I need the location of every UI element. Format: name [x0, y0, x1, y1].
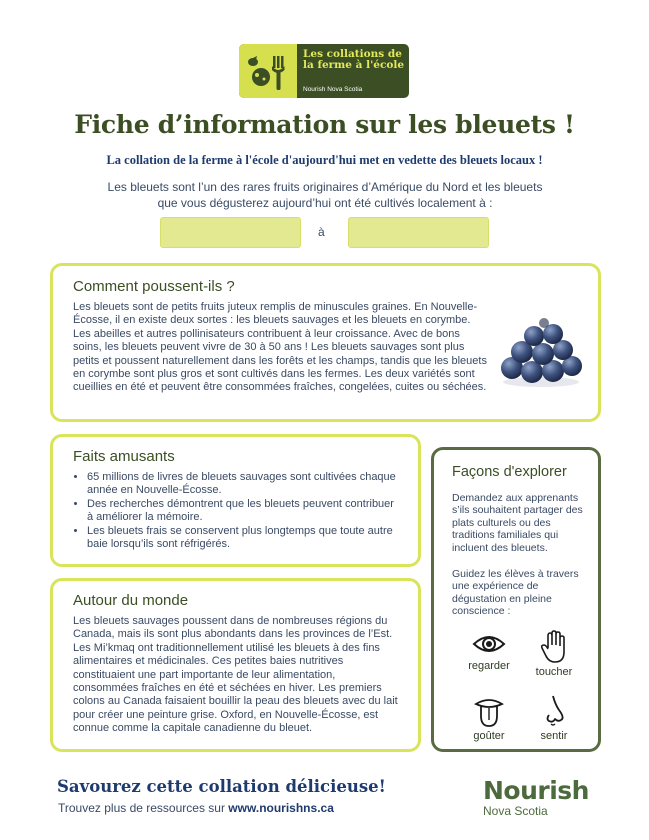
tongue-icon [474, 694, 504, 728]
nourish-brand-subtitle: Nova Scotia [483, 804, 548, 818]
ways-to-explore-heading: Façons d'explorer [452, 464, 567, 480]
fork-and-vegetables-icon [239, 44, 297, 98]
fun-facts-heading: Faits amusants [73, 448, 175, 465]
logo-subtitle: Nourish Nova Scotia [303, 86, 363, 93]
sense-smell-label: sentir [540, 730, 568, 742]
intro-text: Les bleuets sont l’un des rares fruits originaires d’Amérique du Nord et les bleuets que vous dégusterez aujourd’hui ont été cultivés localement à : [107, 180, 543, 210]
page-title: Fiche d’information sur les bleuets ! [74, 110, 575, 139]
around-the-world-card [50, 578, 421, 752]
nourish-brand-name: Nourish [483, 776, 589, 805]
logo-title: Les collations de la ferme à l'école [303, 48, 405, 71]
how-they-grow-card [50, 263, 601, 422]
list-item: • Les bleuets frais se conservent plus longtemps que toute autre baie lorsqu’ils sont réfrigérés. [87, 525, 400, 552]
blueberries-image [498, 318, 584, 388]
eye-icon [472, 630, 506, 658]
sense-look-label: regarder [468, 660, 510, 672]
sense-look [454, 630, 524, 672]
footer-website-link[interactable]: www.nourishns.ca [228, 801, 334, 815]
around-the-world-heading: Autour du monde [73, 592, 189, 609]
sense-taste [454, 694, 524, 742]
logo-emblem [239, 44, 297, 98]
how-they-grow-heading: Comment poussent-ils ? [73, 278, 235, 295]
hand-icon [540, 630, 568, 664]
mindful-tasting-text: Guidez les élèves à travers une expérience de dégustation en pleine conscience : [452, 568, 579, 618]
farm-location-field[interactable] [348, 217, 489, 248]
fun-facts-card [50, 434, 421, 567]
farm-name-field[interactable] [160, 217, 301, 248]
list-item: • Des recherches démontrent que les bleuets peuvent contribuer à améliorer la mémoire. [87, 498, 400, 525]
sense-smell [519, 694, 589, 742]
fun-facts-list [73, 471, 400, 551]
how-they-grow-text: Les bleuets sont de petits fruits juteux remplis de minuscules graines. En Nouvelle-Écosse, il en existe deux sortes : les bleuets sauvages et les bleuets en corymbe. Les abeilles et autres pollinisateurs contribuent à leur croissance. Avec de bons soins, les bleuets peuvent vivre de 30 à 50 ans ! Les bleuets sauvages sont plus petits et poussent naturellement dans les forêts et les champs, tandis que les bleuets en corymbe sont plus gros et sont cultivés dans les fermes. Les deux variétés sont cueillies en été et peuvent être consommées fraîches, congelées, cuites ou séchées. [73, 301, 487, 394]
farm-to-school-logo [239, 44, 409, 98]
footer-resources [58, 801, 334, 815]
sense-touch [519, 630, 589, 678]
around-the-world-text: Les bleuets sauvages poussent dans de nombreuses régions du Canada, mais ils sont plus abondants dans les provinces de l’Est. Les Mi’kmaq ont traditionnellement utilisé les bleuets à des fins alimentaires et médicinales. Ces petites baies nutritives constituaient une part importante de leur alimentation, consommées fraîches en été et séchées en hiver. Les premiers colons au Canada faisaient bouillir la peau des bleuets avec du lait pour créer une peinture grise. Oxford, en Nouvelle-Écosse, est connue comme la capitale canadienne du bleuet. [73, 615, 398, 735]
page-subtitle: La collation de la ferme à l'école d'aujourd'hui met en vedette des bleuets locaux ! [106, 153, 543, 167]
list-item: • 65 millions de livres de bleuets sauvages sont cultivées chaque année en Nouvelle-Écosse. [87, 471, 400, 498]
footer-resources-text: Trouvez plus de ressources sur [58, 801, 229, 815]
footer-title: Savourez cette collation délicieuse! [57, 777, 386, 796]
nose-icon [541, 694, 567, 728]
explore-prompt-text: Demandez aux apprenants s’ils souhaitent partager des plats culturels ou des traditions familiales qui incluent des bleuets. [452, 492, 583, 554]
sense-touch-label: toucher [535, 666, 573, 678]
sense-taste-label: goûter [473, 730, 505, 742]
ways-to-explore-card [431, 447, 601, 752]
field-separator: à [318, 225, 325, 239]
